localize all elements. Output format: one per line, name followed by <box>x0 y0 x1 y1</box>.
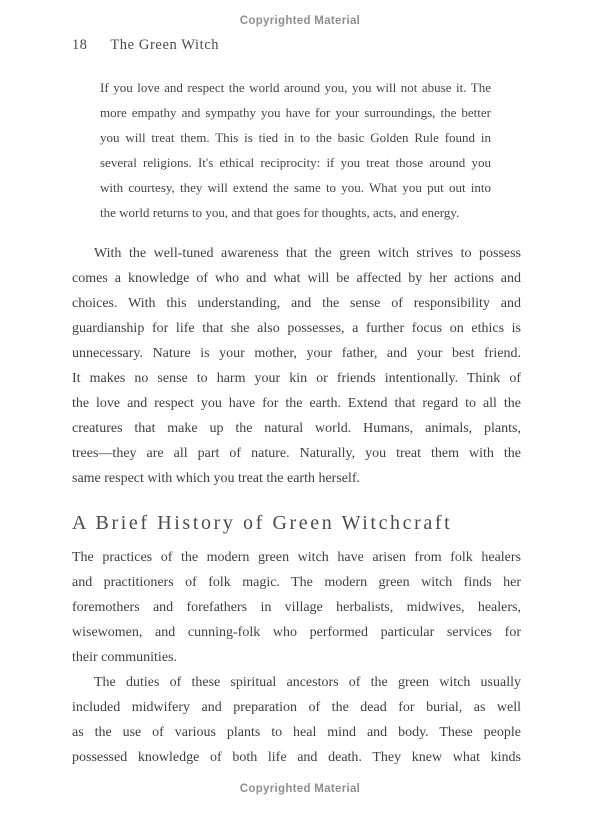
paragraph-ethics <box>72 241 521 491</box>
text-line: with courtesy, they will extend the same to you. What you put out into <box>100 180 491 195</box>
section-heading: A Brief History of Green Witchcraft <box>72 512 453 534</box>
running-header <box>72 37 219 54</box>
text-line: It makes no sense to harm your kin or friends intentionally. Think of <box>72 371 521 386</box>
copyright-notice-top: Copyrighted Material <box>239 15 361 27</box>
text-line: as the use of various plants to heal mind and body. These people <box>72 725 521 740</box>
page-number: 18 <box>72 37 88 53</box>
text-line: choices. With this understanding, and the sense of responsibility and <box>72 296 521 311</box>
text-line: comes a knowledge of who and what will be affected by her actions and <box>72 271 521 286</box>
text-line: wisewomen, and cunning-folk who performed particular services for <box>72 625 521 640</box>
text-line: several religions. It's ethical reciprocity: if you treat those around you <box>100 155 491 170</box>
text-line: their communities. <box>72 650 177 665</box>
text-line: included midwifery and preparation of the dead for burial, as well <box>72 700 521 715</box>
block-quote <box>100 75 491 225</box>
text-line: more empathy and sympathy you have for your surroundings, the better <box>100 105 491 120</box>
text-line: The duties of these spiritual ancestors of the green witch usually <box>94 675 521 690</box>
page-content <box>72 75 521 770</box>
text-line: unnecessary. Nature is your mother, your father, and your best friend. <box>72 346 521 361</box>
paragraph-duties <box>72 670 521 770</box>
text-line: you will treat them. This is tied in to the basic Golden Rule found in <box>100 130 491 145</box>
text-line: foremothers and forefathers in village herbalists, midwives, healers, <box>72 600 521 615</box>
text-line: The practices of the modern green witch have arisen from folk healers <box>72 550 521 565</box>
text-line: and practitioners of folk magic. The modern green witch finds her <box>72 575 521 590</box>
text-line: creatures that make up the natural world. Humans, animals, plants, <box>72 421 521 436</box>
text-line: same respect with which you treat the earth herself. <box>72 471 361 486</box>
text-line: guardianship for life that she also possesses, a further focus on ethics is <box>72 321 521 336</box>
running-title: The Green Witch <box>110 37 220 53</box>
paragraph-history-intro <box>72 545 521 670</box>
text-line: With the well-tuned awareness that the green witch strives to possess <box>94 246 521 261</box>
text-line: possessed knowledge of both life and death. They knew what kinds <box>72 750 521 765</box>
copyright-notice-bottom: Copyrighted Material <box>239 783 361 795</box>
text-line: If you love and respect the world around you, you will not abuse it. The <box>100 80 491 95</box>
text-line: trees—they are all part of nature. Naturally, you treat them with the <box>72 446 521 461</box>
text-line: the world returns to you, and that goes for thoughts, acts, and energy. <box>100 205 460 220</box>
text-line: the love and respect you have for the earth. Extend that regard to all the <box>72 396 521 411</box>
